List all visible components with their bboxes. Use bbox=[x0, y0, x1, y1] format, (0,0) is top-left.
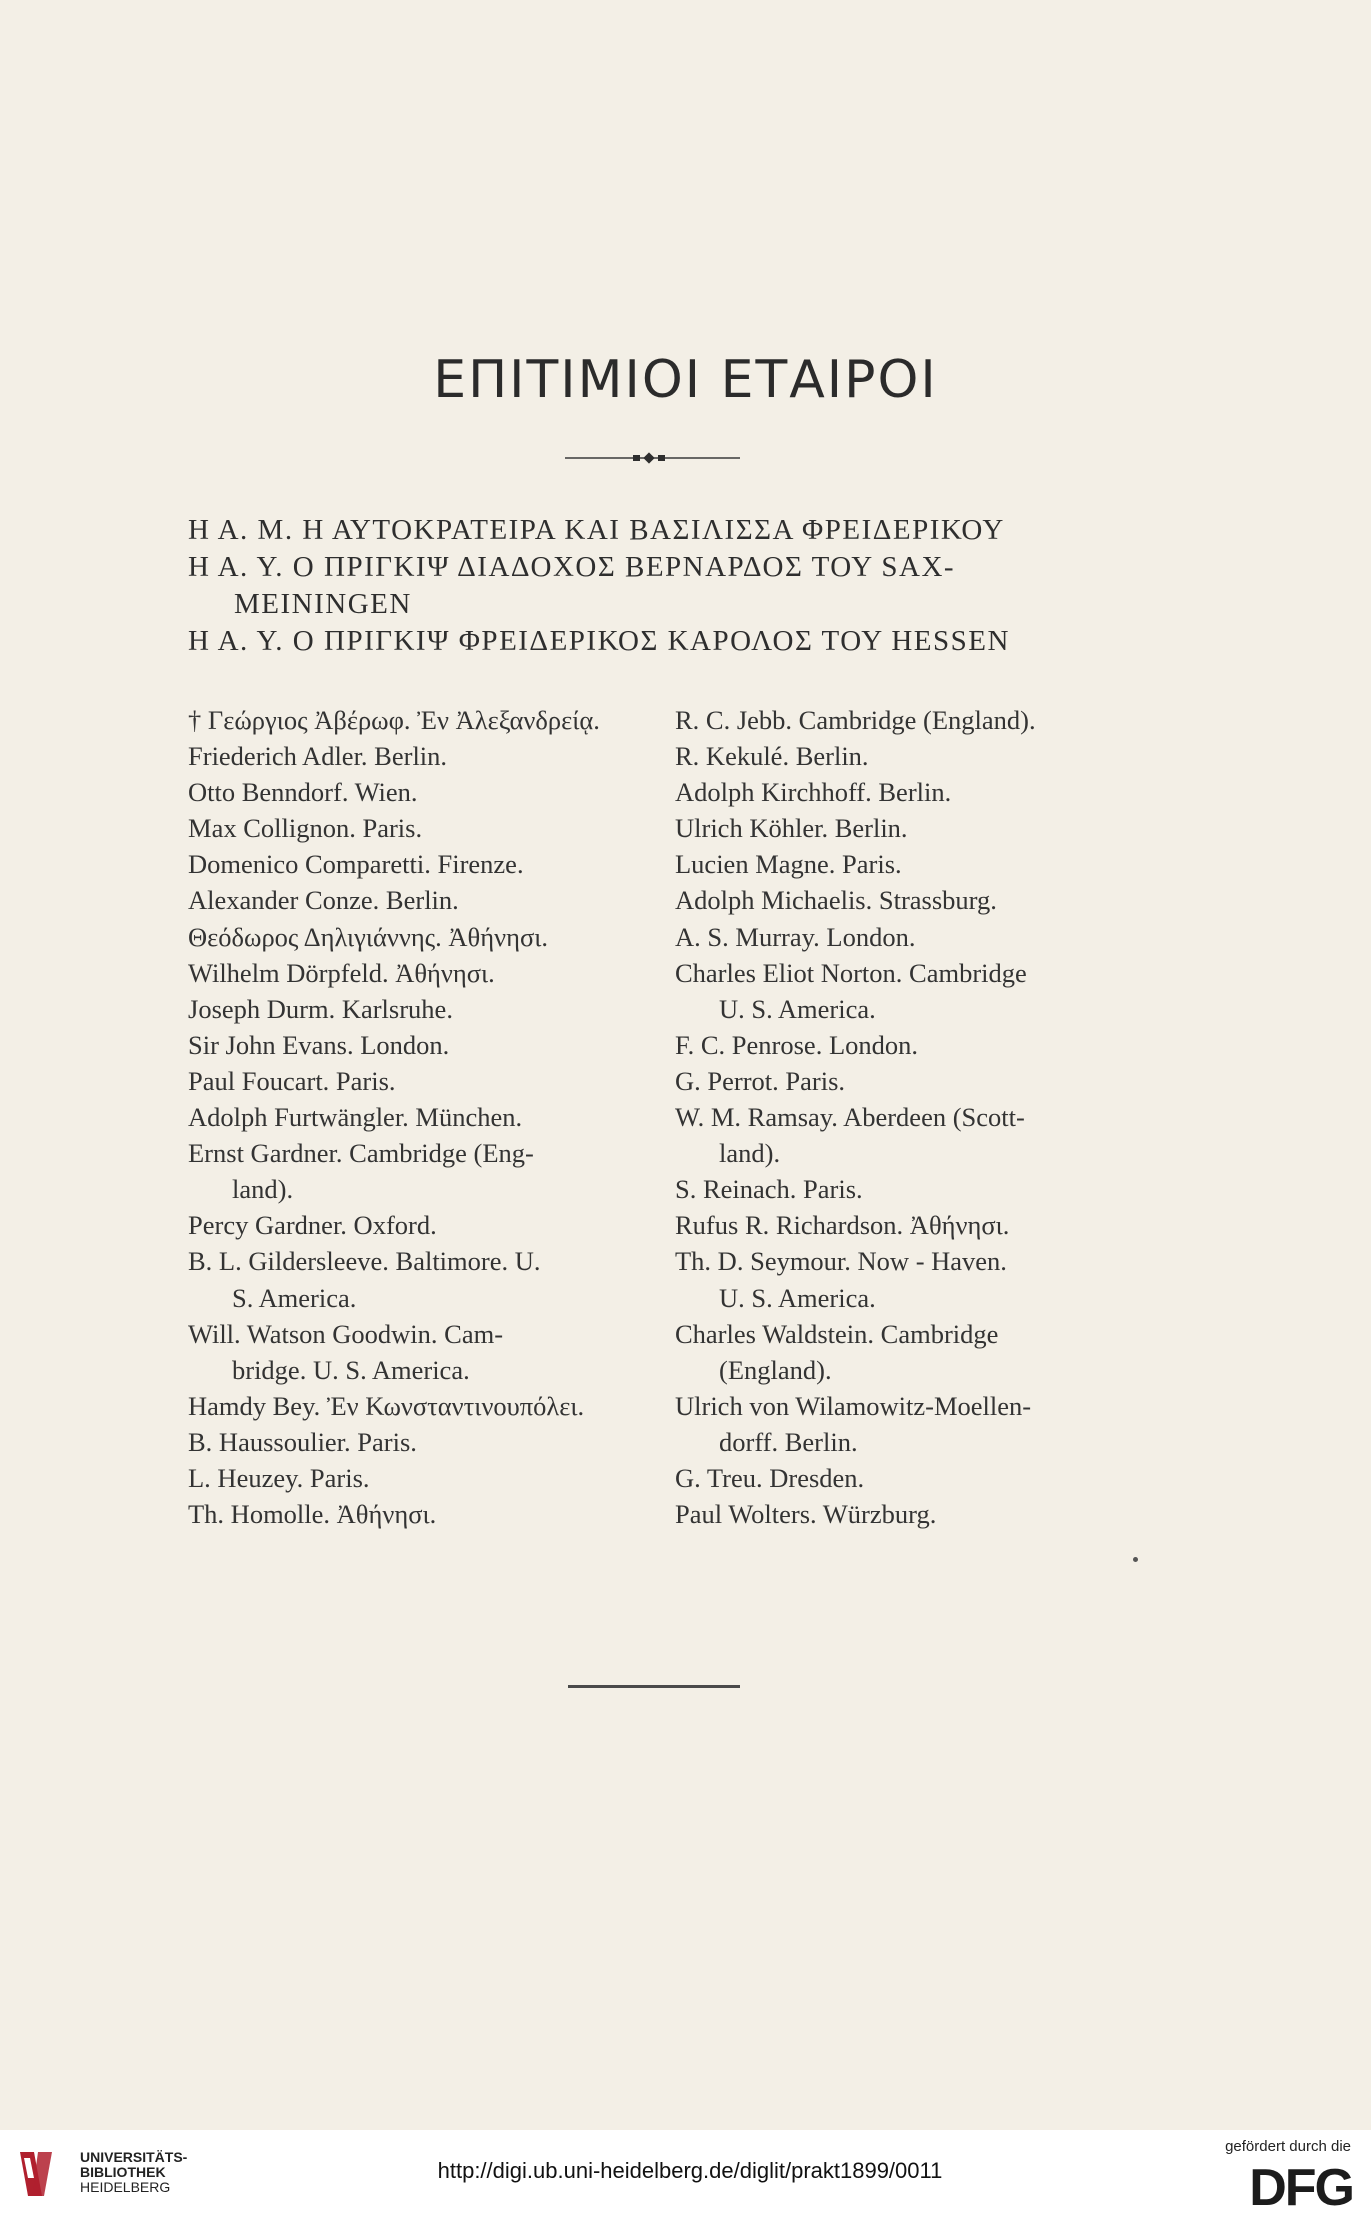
royal-patrons bbox=[188, 512, 1128, 660]
member-entry: Th. Homolle. Ἀθήνησι. bbox=[188, 1499, 437, 1530]
member-entry: Will. Watson Goodwin. Cam- bbox=[188, 1318, 504, 1349]
member-entry: L. Heuzey. Paris. bbox=[188, 1462, 370, 1493]
library-name-line: HEIDELBERG bbox=[80, 2179, 171, 2195]
member-entry: Sir John Evans. London. bbox=[188, 1029, 450, 1060]
member-entry: Adolph Michaelis. Strassburg. bbox=[675, 885, 997, 916]
member-entry: R. C. Jebb. Cambridge (England). bbox=[675, 705, 1036, 735]
member-entry: Th. D. Seymour. Now - Haven. bbox=[675, 1246, 1007, 1277]
member-entry-continuation: S. America. bbox=[232, 1282, 357, 1313]
library-name bbox=[80, 2150, 187, 2195]
member-entry: B. Haussoulier. Paris. bbox=[188, 1426, 417, 1457]
member-entry: † Γεώργιος Ἀβέρωφ. Ἐν Ἀλεξανδρείᾳ. bbox=[188, 705, 600, 735]
royal-line: Η Α. Υ. Ο ΠΡΙΓΚΙΨ ΔΙΑΔΟΧΟΣ ΒΕΡΝΑΡΔΟΣ ΤΟΥ SAX- bbox=[188, 551, 956, 583]
member-entry: Charles Waldstein. Cambridge bbox=[675, 1318, 999, 1349]
member-entry: Hamdy Bey. Ἐν Κωνσταντινουπόλει. bbox=[188, 1390, 585, 1421]
member-entry-continuation: land). bbox=[232, 1174, 294, 1205]
member-entry-continuation: U. S. America. bbox=[719, 993, 876, 1024]
member-entry: Max Collignon. Paris. bbox=[188, 813, 423, 844]
member-entry: Adolph Kirchhoff. Berlin. bbox=[675, 777, 952, 808]
library-name-line: BIBLIOTHEK bbox=[80, 2164, 166, 2180]
member-entry: Wilhelm Dörpfeld. Ἀθήνησι. bbox=[188, 957, 495, 988]
funding-caption: gefördert durch die bbox=[1225, 2138, 1351, 2155]
member-entry: G. Treu. Dresden. bbox=[675, 1462, 865, 1493]
member-entry: Ernst Gardner. Cambridge (Eng- bbox=[188, 1138, 534, 1169]
member-entry: Paul Foucart. Paris. bbox=[188, 1065, 396, 1096]
member-entry: Domenico Comparetti. Firenze. bbox=[188, 849, 524, 880]
member-entry: Paul Wolters. Würzburg. bbox=[675, 1499, 937, 1530]
member-entry-continuation: (England). bbox=[719, 1354, 832, 1385]
member-entry-continuation: dorff. Berlin. bbox=[719, 1426, 858, 1457]
member-entry-continuation: land). bbox=[719, 1138, 781, 1169]
member-entry: Adolph Furtwängler. München. bbox=[188, 1102, 523, 1133]
member-entry: Charles Eliot Norton. Cambridge bbox=[675, 957, 1027, 988]
member-entry: F. C. Penrose. London. bbox=[675, 1029, 919, 1060]
royal-line: Η Α. Υ. Ο ΠΡΙΓΚΙΨ ΦΡΕΙΔΕΡΙΚΟΣ ΚΑΡΟΛΟΣ ΤΟΥ HESSEN bbox=[188, 625, 1010, 657]
members-right-column bbox=[675, 702, 1175, 1532]
page-title: ΕΠΙΤΙΜΙΟΙ ΕΤΑΙΡΟΙ bbox=[433, 350, 938, 410]
member-entry: B. L. Gildersleeve. Baltimore. U. bbox=[188, 1246, 541, 1277]
member-entry: G. Perrot. Paris. bbox=[675, 1065, 846, 1096]
member-entry: S. Reinach. Paris. bbox=[675, 1174, 863, 1205]
royal-line: MEININGEN bbox=[234, 588, 412, 620]
permalink-url[interactable]: http://digi.ub.uni-heidelberg.de/diglit/prakt1899/0011 bbox=[437, 2158, 943, 2183]
closing-rule bbox=[568, 1685, 740, 1688]
member-entry: Ulrich Köhler. Berlin. bbox=[675, 813, 908, 844]
title-ornament bbox=[565, 452, 740, 464]
library-name-line: UNIVERSITÄTS- bbox=[80, 2149, 188, 2165]
member-entry: Rufus R. Richardson. Ἀθήνησι. bbox=[675, 1210, 1010, 1241]
member-entry: Alexander Conze. Berlin. bbox=[188, 885, 459, 916]
dfg-logo: DFG bbox=[1249, 2159, 1353, 2217]
member-entry: A. S. Murray. London. bbox=[675, 921, 916, 952]
member-entry-continuation: U. S. America. bbox=[719, 1282, 876, 1313]
member-entry: Θεόδωρος Δηλιγιάννης. Ἀθήνησι. bbox=[188, 921, 548, 952]
member-entry: W. M. Ramsay. Aberdeen (Scott- bbox=[675, 1102, 1025, 1133]
member-entry: Lucien Magne. Paris. bbox=[675, 849, 902, 880]
member-entry: Percy Gardner. Oxford. bbox=[188, 1210, 437, 1241]
member-entry: R. Kekulé. Berlin. bbox=[675, 741, 869, 772]
member-entry: Joseph Durm. Karlsruhe. bbox=[188, 993, 453, 1024]
member-entry: Friederich Adler. Berlin. bbox=[188, 741, 448, 772]
royal-line: Η Α. Μ. Η ΑΥΤΟΚΡΑΤΕΙΡΑ ΚΑΙ ΒΑΣΙΛΙΣΣΑ ΦΡΕΙΔΕΡΙΚΟΥ bbox=[188, 514, 1005, 546]
ink-speck bbox=[1133, 1557, 1138, 1562]
member-entry: Otto Benndorf. Wien. bbox=[188, 777, 418, 808]
members-left-column bbox=[188, 702, 658, 1532]
university-library-logo-icon bbox=[12, 2148, 72, 2200]
member-entry-continuation: bridge. U. S. America. bbox=[232, 1354, 470, 1385]
member-entry: Ulrich von Wilamowitz-Moellen- bbox=[675, 1390, 1032, 1421]
